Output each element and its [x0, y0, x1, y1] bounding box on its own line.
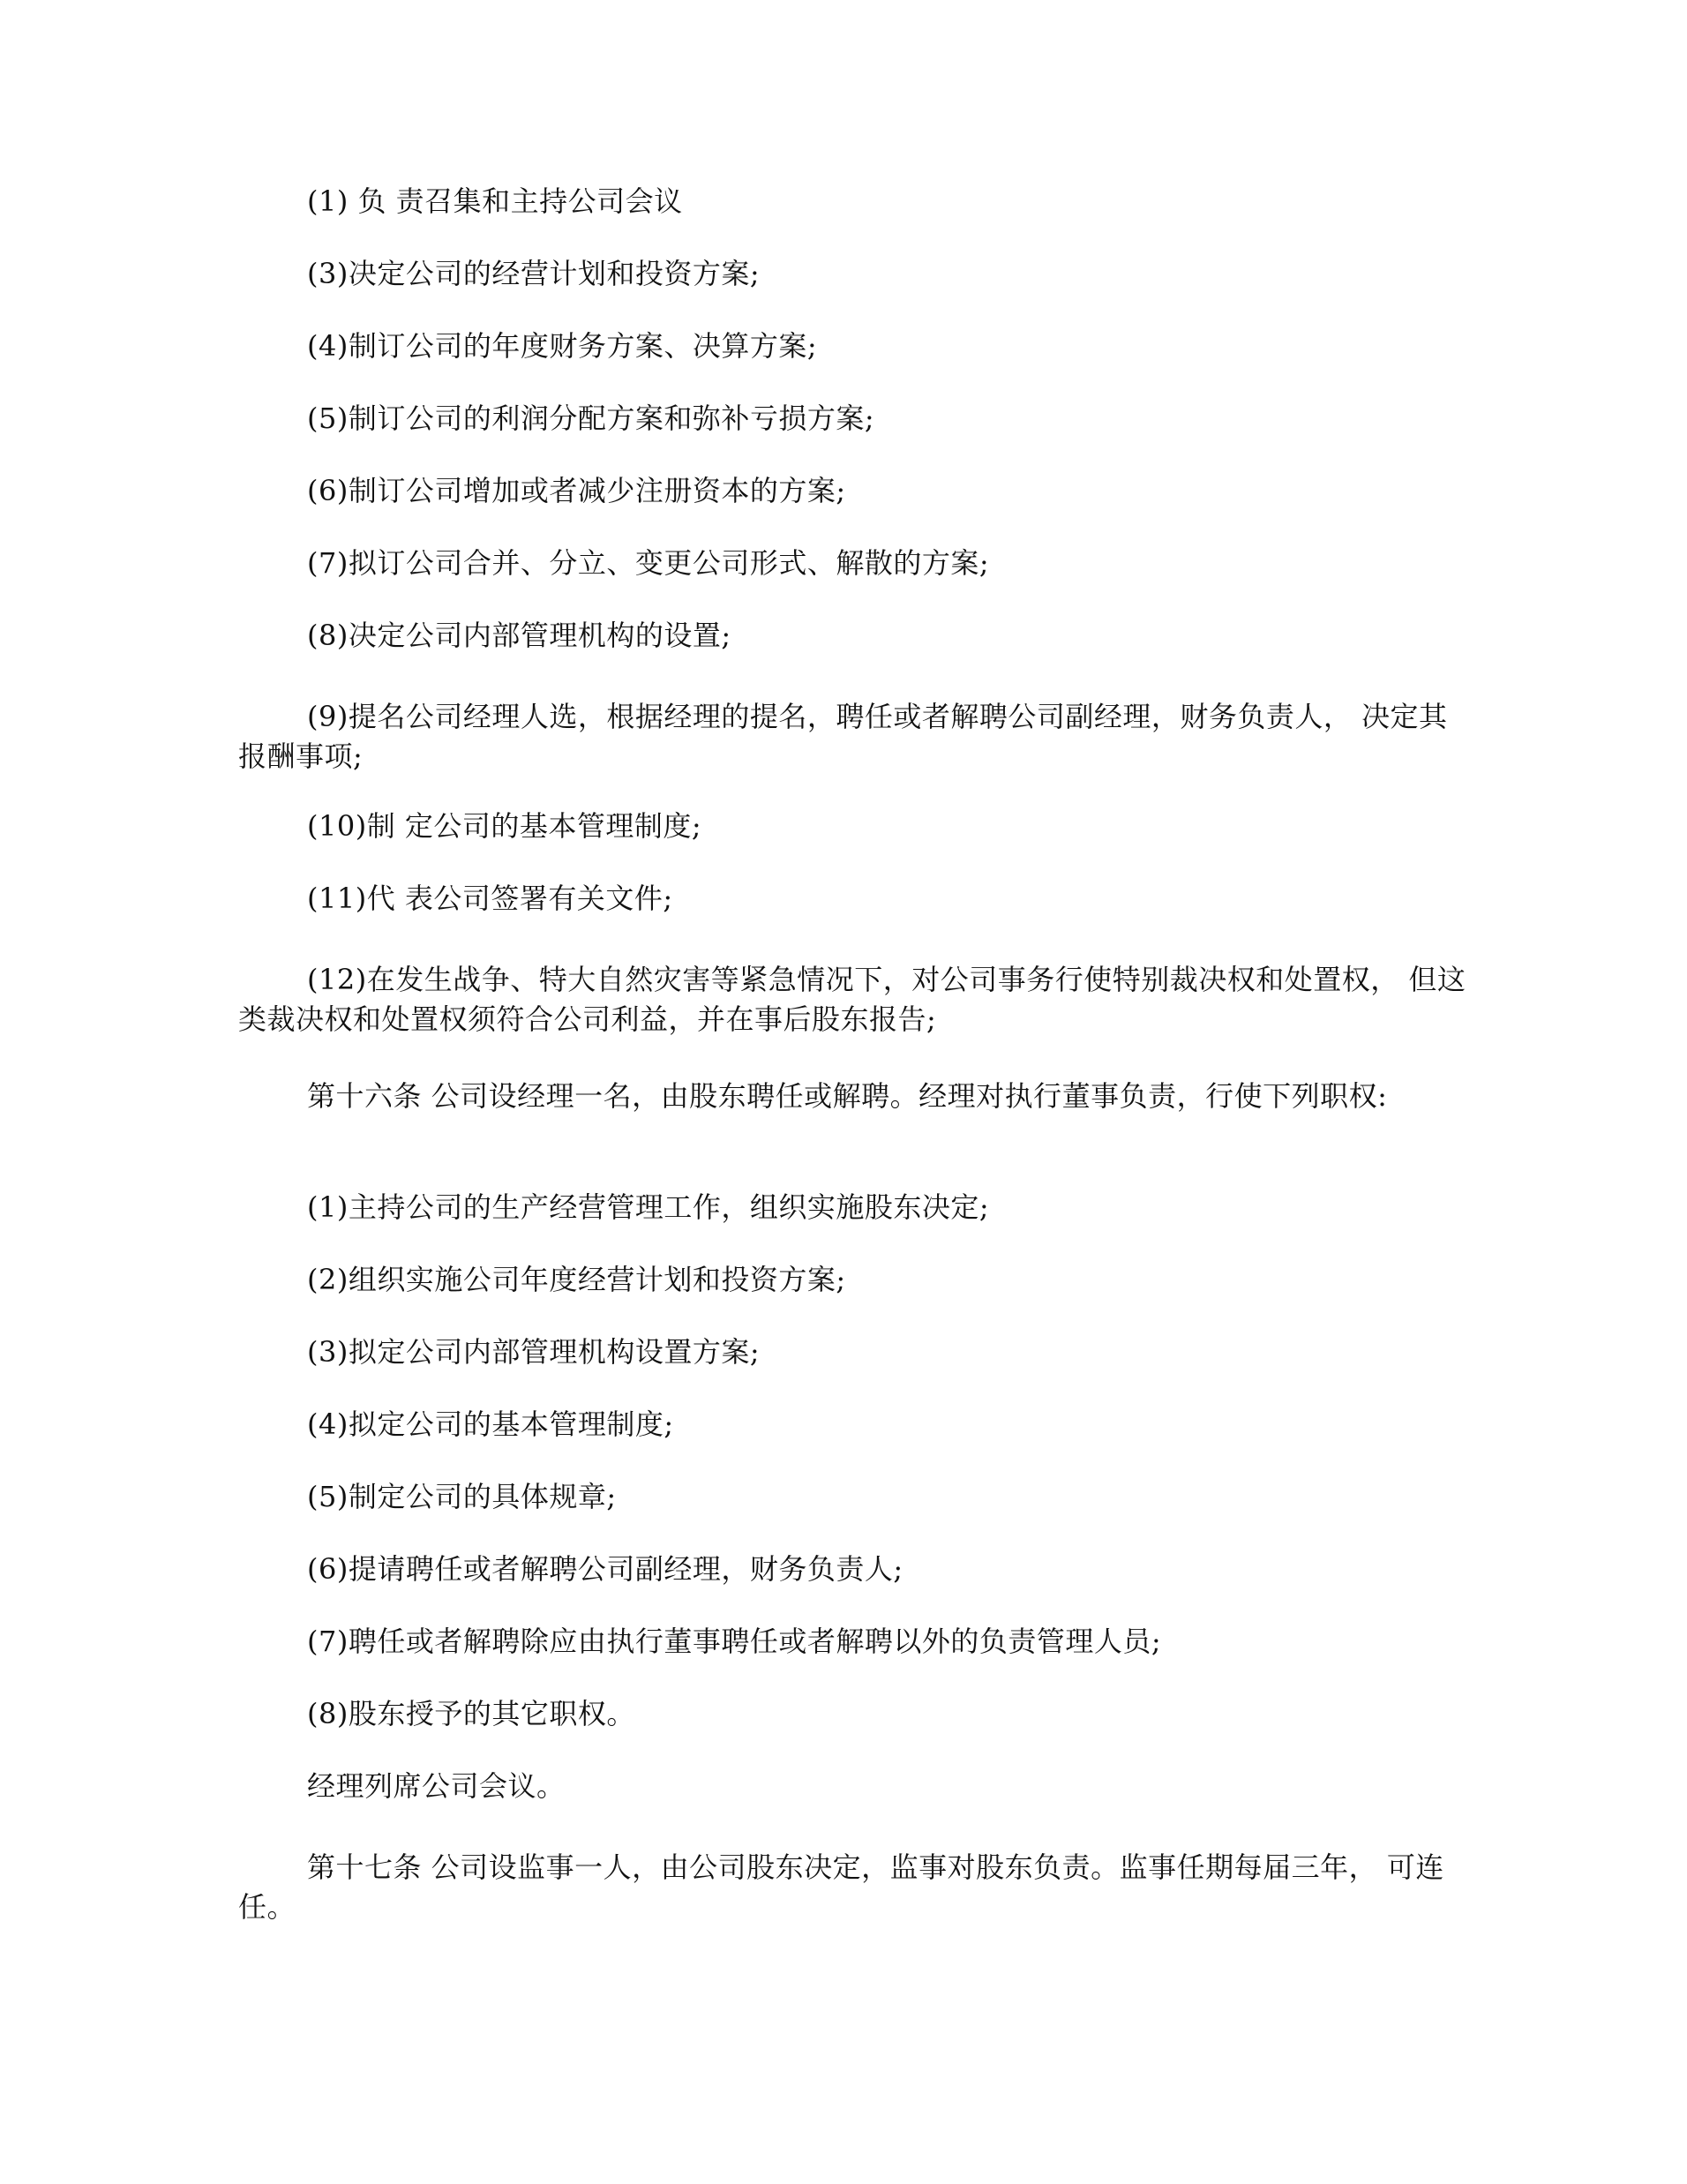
paragraph-9: (10)制 定公司的基本管理制度;: [307, 809, 702, 843]
paragraph-13: (1)主持公司的生产经营管理工作，组织实施股东决定;: [307, 1190, 990, 1224]
paragraph-14: (2)组织实施公司年度经营计划和投资方案;: [307, 1263, 846, 1296]
paragraph-11: (12)在发生战争、特大自然灾害等紧急情况下，对公司事务行使特别裁决权和处置权， 但这类裁决权和处置权须符合公司利益，并在事后股东报告;: [238, 963, 1466, 1036]
paragraph-5: (6)制订公司增加或者减少注册资本的方案;: [307, 474, 846, 507]
paragraph-20: (8)股东授予的其它职权。: [307, 1697, 635, 1730]
paragraph-21: 经理列席公司会议。: [307, 1769, 566, 1803]
paragraph-6: (7)拟订公司合并、分立、变更公司形式、解散的方案;: [307, 546, 990, 580]
paragraph-17: (5)制定公司的具体规章;: [307, 1480, 617, 1513]
paragraph-16: (4)拟定公司的基本管理制度;: [307, 1407, 674, 1441]
paragraph-15: (3)拟定公司内部管理机构设置方案;: [307, 1335, 761, 1369]
paragraph-2: (3)决定公司的经营计划和投资方案;: [307, 257, 761, 290]
paragraph-19: (7)聘任或者解聘除应由执行董事聘任或者解聘以外的负责管理人员;: [307, 1625, 1162, 1658]
paragraph-4: (5)制订公司的利润分配方案和弥补亏损方案;: [307, 402, 875, 435]
paragraph-8: (9)提名公司经理人选，根据经理的提名，聘任或者解聘公司副经理，财务负责人， 决定其报酬事项;: [238, 700, 1448, 773]
paragraph-7: (8)决定公司内部管理机构的设置;: [307, 619, 731, 652]
paragraph-12: 第十六条 公司设经理一名，由股东聘任或解聘。经理对执行董事负责，行使下列职权:: [307, 1079, 1388, 1113]
paragraph-22: 第十七条 公司设监事一人，由公司股东决定，监事对股东负责。监事任期每届三年， 可连任。: [238, 1850, 1444, 1924]
paragraph-10: (11)代 表公司签署有关文件;: [307, 882, 673, 915]
paragraph-18: (6)提请聘任或者解聘公司副经理，财务负责人;: [307, 1552, 903, 1586]
paragraph-3: (4)制订公司的年度财务方案、决算方案;: [307, 329, 818, 363]
paragraph-1: (1) 负 责召集和主持公司会议: [307, 184, 683, 218]
